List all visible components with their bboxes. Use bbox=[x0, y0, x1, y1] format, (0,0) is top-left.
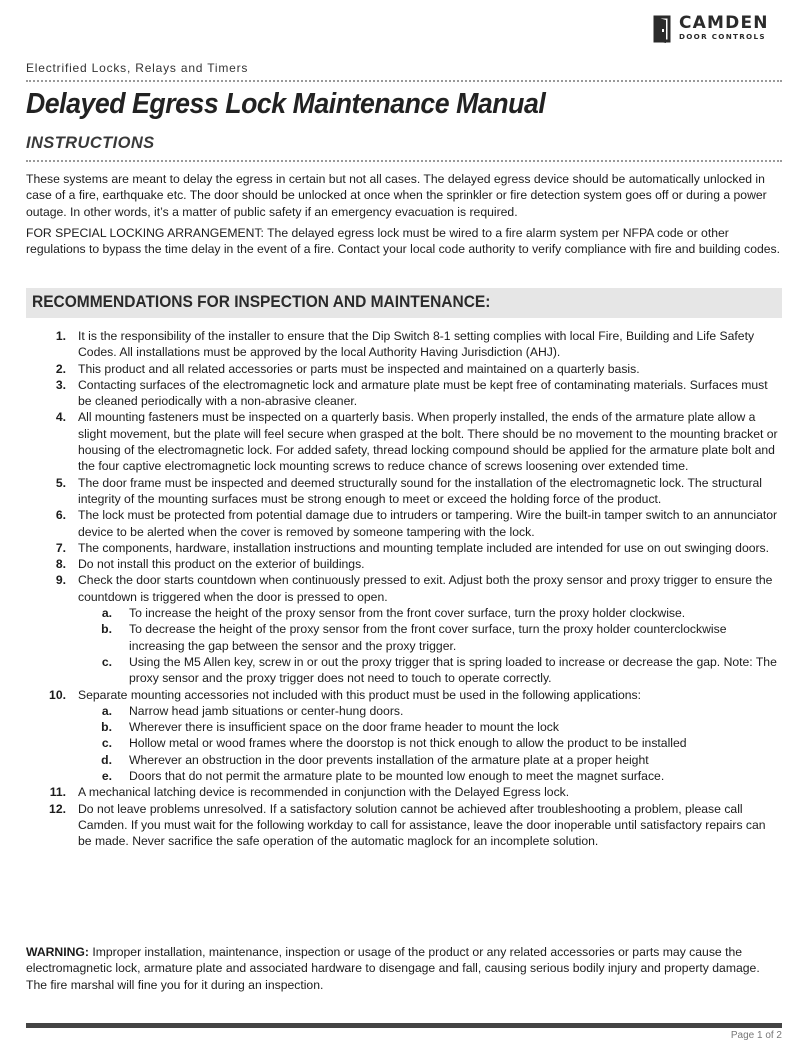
warning-note: The fire marshal will fine you for it during an inspection. bbox=[26, 977, 324, 992]
item-text: The door frame must be inspected and deemed structurally sound for the installation of the electromagnetic lock. The structural integrity of the mounting surfaces must be strong enough to meet or exceed the holding force of the product. bbox=[78, 475, 762, 506]
list-item bbox=[26, 556, 782, 572]
item-text: This product and all related accessories or parts must be inspected and maintained on a quarterly basis. bbox=[78, 361, 640, 376]
item-text: The components, hardware, installation instructions and mounting template included are intended for use on out swinging doors. bbox=[78, 540, 770, 555]
item-number: 1. bbox=[55, 329, 66, 343]
item-text: It is the responsibility of the installer to ensure that the Dip Switch 8-1 setting complies with local Fire, Building and Life Safety Codes. All installations must be approved by the local Authority Having Jurisdiction (AHJ). bbox=[78, 329, 755, 360]
item-number: 8. bbox=[55, 557, 66, 572]
sub-item-letter: c. bbox=[101, 736, 112, 751]
sub-item-text: Narrow head jamb situations or center-hung doors. bbox=[129, 703, 404, 718]
brand-name: CAMDEN bbox=[679, 13, 769, 33]
sub-item-letter: b. bbox=[101, 720, 112, 735]
item-number: 4. bbox=[55, 410, 66, 425]
camden-door-icon bbox=[653, 15, 673, 43]
list-item bbox=[26, 507, 782, 540]
page-number: Page 1 of 2 bbox=[730, 1030, 782, 1041]
item-text: The lock must be protected from potential damage due to intruders or tampering. Wire the built-in tamper switch to an annunciator device to be alerted when the cover is removed by someone tampering with the lock. bbox=[78, 508, 778, 539]
item-number: 12. bbox=[49, 801, 66, 816]
section-header bbox=[26, 288, 782, 318]
sub-item-letter: c. bbox=[101, 654, 112, 669]
sub-item-text: Wherever there is insufficient space on the door frame header to mount the lock bbox=[129, 720, 559, 735]
sub-item bbox=[26, 752, 782, 768]
intro-paragraph: FOR SPECIAL LOCKING ARRANGEMENT: The delayed egress lock must be wired to a fire alarm system per NFPA code or other regulations to bypass the time delay in the event of a fire. Contact your local code authority to verify compliance with fire and building codes. bbox=[26, 225, 781, 257]
intro-text bbox=[26, 171, 786, 262]
item-number: 11. bbox=[49, 785, 66, 800]
list-item bbox=[26, 328, 782, 361]
brand-tagline: DOOR CONTROLS bbox=[679, 32, 766, 41]
list-item bbox=[26, 784, 782, 800]
item-text: Separate mounting accessories not included with this product must be used in the following applications: bbox=[78, 687, 641, 702]
item-number: 3. bbox=[55, 377, 66, 392]
footer-bar bbox=[26, 1023, 782, 1028]
sub-item-letter: a. bbox=[101, 703, 112, 718]
sub-item bbox=[26, 768, 782, 784]
warning-text: Improper installation, maintenance, inspection or usage of the product or any related accessories or parts may cause the electromagnetic lock, armature plate and associated hardware to disengage and fall, causing serious bodily injury and property damage. bbox=[26, 945, 760, 976]
sub-item bbox=[26, 719, 782, 735]
list-item bbox=[26, 475, 782, 508]
item-text: Do not leave problems unresolved. If a satisfactory solution cannot be achieved after troubleshooting a problem, please call Camden. If you must wait for the following workday to call for assistance, leave the door inoperable until satisfactory repairs can be made. Never sacrifice the safe operation of the automatic maglock for an incomplete solution. bbox=[78, 801, 766, 849]
list-item bbox=[26, 801, 782, 850]
item-number: 7. bbox=[55, 540, 66, 555]
item-text: Do not install this product on the exterior of buildings. bbox=[78, 557, 365, 572]
sub-item bbox=[26, 654, 782, 687]
sub-item-text: To decrease the height of the proxy sensor from the front cover surface, turn the proxy holder counterclockwise increasing the gap between the sensor and the proxy trigger. bbox=[129, 622, 727, 653]
sub-item bbox=[26, 735, 782, 751]
category-label: Electrified Locks, Relays and Timers bbox=[26, 61, 249, 75]
intro-paragraph: These systems are meant to delay the egress in certain but not all cases. The delayed egress device should be automatically unlocked in case of a fire, earthquake etc. The door should be unlocked at once when the sprinkler or fire detection system goes off or during a power outage. In other words, it’s a matter of public safety if an emergency evacuation is required. bbox=[26, 172, 767, 219]
sub-item-text: Doors that do not permit the armature plate to be mounted low enough to meet the magnet surface. bbox=[129, 769, 665, 784]
list-item bbox=[26, 572, 782, 605]
item-number: 5. bbox=[55, 475, 66, 490]
list-item bbox=[26, 409, 782, 474]
list-item bbox=[26, 540, 782, 556]
divider-title bbox=[26, 160, 782, 162]
item-number: 6. bbox=[55, 508, 66, 523]
sub-item bbox=[26, 621, 782, 654]
warning-paragraph bbox=[26, 944, 786, 977]
sub-item-text: Using the M5 Allen key, screw in or out the proxy trigger that is spring loaded to increase or decrease the gap. Note: The proxy sensor and the proxy trigger does not need to touch to operate correctly. bbox=[129, 654, 777, 686]
camden-logo bbox=[653, 15, 783, 45]
page-title: Delayed Egress Lock Maintenance Manual bbox=[26, 88, 546, 120]
divider-top bbox=[26, 80, 782, 82]
item-text: Contacting surfaces of the electromagnetic lock and armature plate must be kept free of contaminating materials. Surfaces must be cleaned periodically with a non-abrasive cleaner. bbox=[78, 377, 768, 409]
sub-item-letter: a. bbox=[101, 606, 112, 621]
sub-item bbox=[26, 605, 782, 621]
list-item bbox=[26, 687, 782, 703]
list-item bbox=[26, 377, 782, 410]
warning-block bbox=[26, 944, 786, 993]
page-subtitle: INSTRUCTIONS bbox=[26, 134, 155, 152]
sub-item bbox=[26, 703, 782, 719]
recommendations-list bbox=[26, 328, 782, 850]
sub-item-letter: b. bbox=[101, 622, 112, 637]
item-text: A mechanical latching device is recommended in conjunction with the Delayed Egress lock. bbox=[78, 785, 570, 800]
item-text: Check the door starts countdown when continuously pressed to exit. Adjust both the proxy sensor and proxy trigger to ensure the countdown is triggered when the door is pressed to open. bbox=[78, 573, 773, 604]
section-title: RECOMMENDATIONS FOR INSPECTION AND MAINTENANCE: bbox=[32, 293, 491, 311]
item-number: 2. bbox=[55, 361, 66, 376]
sub-item-text: Wherever an obstruction in the door prevents installation of the armature plate at a proper height bbox=[129, 752, 649, 767]
warning-label: WARNING: bbox=[26, 945, 89, 959]
sub-item-letter: d. bbox=[101, 752, 112, 767]
list-item bbox=[26, 361, 782, 377]
item-number: 9. bbox=[55, 573, 66, 588]
sub-item-text: To increase the height of the proxy sensor from the front cover surface, turn the proxy holder clockwise. bbox=[129, 606, 686, 621]
sub-item-text: Hollow metal or wood frames where the doorstop is not thick enough to allow the product to be installed bbox=[129, 736, 687, 751]
item-number: 10. bbox=[49, 687, 66, 702]
sub-item-letter: e. bbox=[101, 769, 112, 784]
item-text: All mounting fasteners must be inspected on a quarterly basis. When properly installed, the ends of the armature plate allow a slight movement, but the plate will feel secure when grasped at the bolt. There should be no movement to the mounting bracket or housing of the electromagnetic lock. For added safety, thread locking compound should be applied for the armature plate bolt and the four captive electromagnetic lock mounting screws to reduce chance of screws loosening over extended time. bbox=[78, 410, 778, 474]
